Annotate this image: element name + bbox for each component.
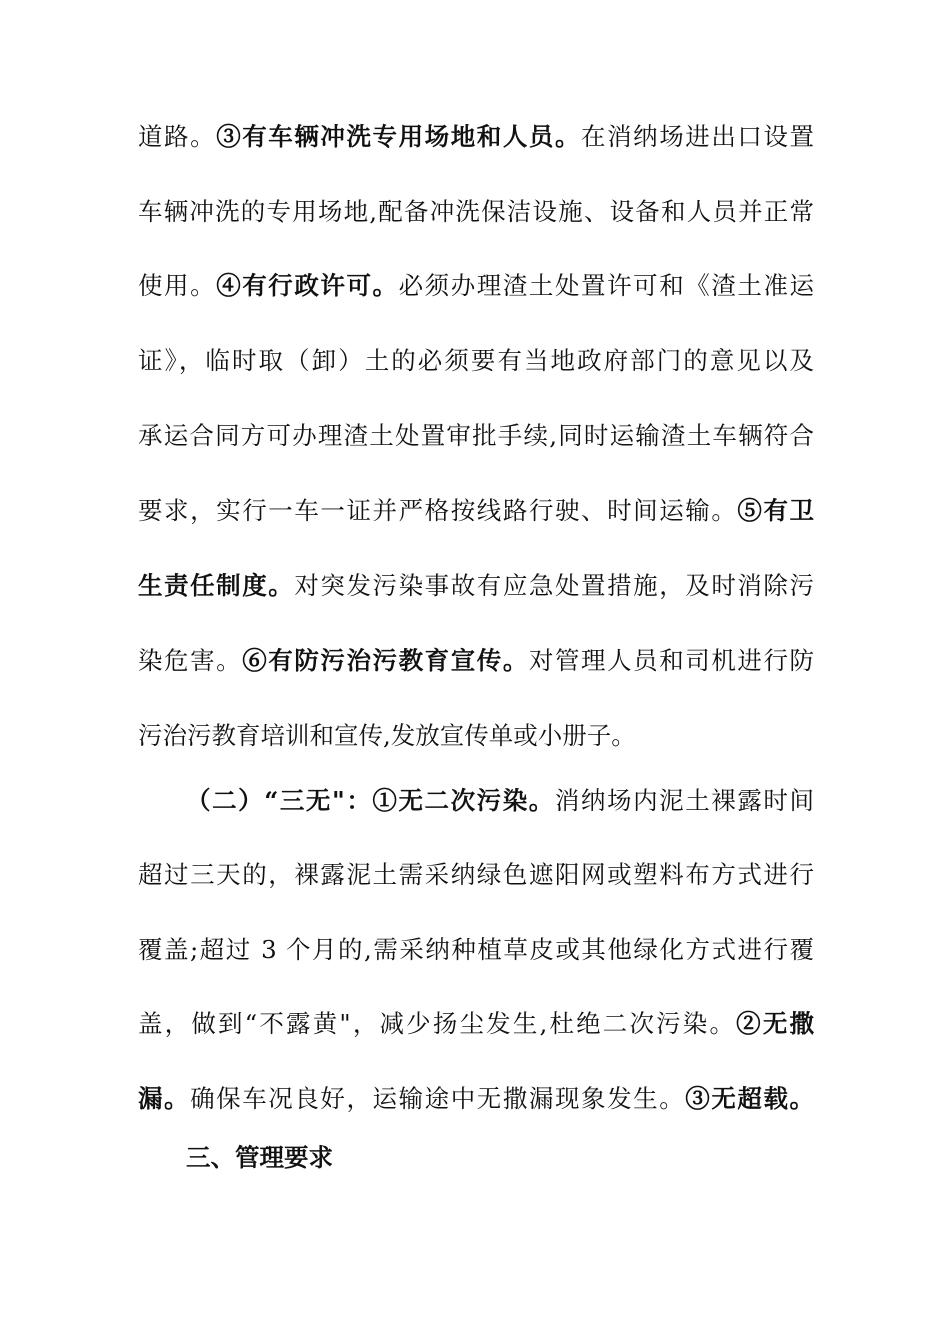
text-run: 要求，实行一车一证并严格按线路行驶、时间运输。 (138, 496, 738, 525)
bold-text-run: ③有车辆冲洗专用场地和人员。 (216, 122, 582, 151)
bold-text-run: ④有行政许可。 (216, 271, 399, 300)
text-run: 染危害。 (138, 646, 243, 675)
body-line-8 (138, 641, 814, 681)
bold-text-run: ③无超载。 (685, 1084, 815, 1113)
text-run: 承运合同方可办理渣土处置审批手续,同时运输渣土车辆符合 (138, 421, 814, 450)
body-line-10 (186, 781, 814, 821)
body-line-9 (138, 716, 814, 756)
text-run: 车辆冲洗的专用场地,配备冲洗保洁设施、设备和人员并正常 (138, 197, 814, 226)
text-run: 证》，临时取（卸）土的必须要有当地政府部门的意见以及 (138, 346, 814, 375)
bold-text-run: （二）“三无"：①无二次污染。 (186, 786, 555, 815)
body-line-5 (138, 416, 814, 456)
text-run: 污治污教育培训和宣传,发放宣传单或小册子。 (138, 721, 636, 750)
text-run: 使用。 (138, 271, 217, 300)
bold-text-run: ⑤有卫 (737, 496, 815, 525)
body-line-13 (138, 1004, 814, 1044)
text-run: 必须办理渣土处置许可和《渣土准运 (398, 271, 815, 300)
text-run: 在消纳场进出口设置 (581, 122, 815, 151)
body-line-14 (138, 1079, 814, 1119)
text-run: 覆盖;超过 3 个月的,需采纳种植草皮或其他绿化方式进行覆 (138, 935, 814, 964)
text-run: 消纳场内泥土裸露时间 (554, 786, 815, 815)
text-run: 确保车况良好，运输途中无撒漏现象发生。 (190, 1084, 686, 1113)
body-line-12 (138, 930, 814, 970)
text-run: 盖，做到“不露黄"，减少扬尘发生,杜绝二次污染。 (138, 1009, 737, 1038)
bold-text-run: 漏。 (138, 1084, 191, 1113)
body-line-3 (138, 266, 814, 306)
body-line-1 (138, 117, 814, 157)
section-heading (186, 1138, 814, 1178)
text-run: 道路。 (138, 122, 217, 151)
body-line-6 (138, 491, 814, 531)
text-run: 超过三天的，裸露泥土需采纳绿色遮阳网或塑料布方式进行 (138, 860, 814, 889)
bold-text-run: ②无撒 (736, 1009, 814, 1038)
text-run: 对突发污染事故有应急处置措施，及时消除污 (294, 571, 814, 600)
body-line-4 (138, 341, 814, 381)
heading-text: 三、管理要求 (186, 1143, 333, 1172)
bold-text-run: ⑥有防污治污教育宣传。 (242, 646, 529, 675)
body-line-11 (138, 855, 814, 895)
body-line-7 (138, 566, 814, 606)
text-run: 对管理人员和司机进行防 (528, 646, 815, 675)
body-line-2 (138, 192, 814, 232)
bold-text-run: 生责任制度。 (138, 571, 295, 600)
